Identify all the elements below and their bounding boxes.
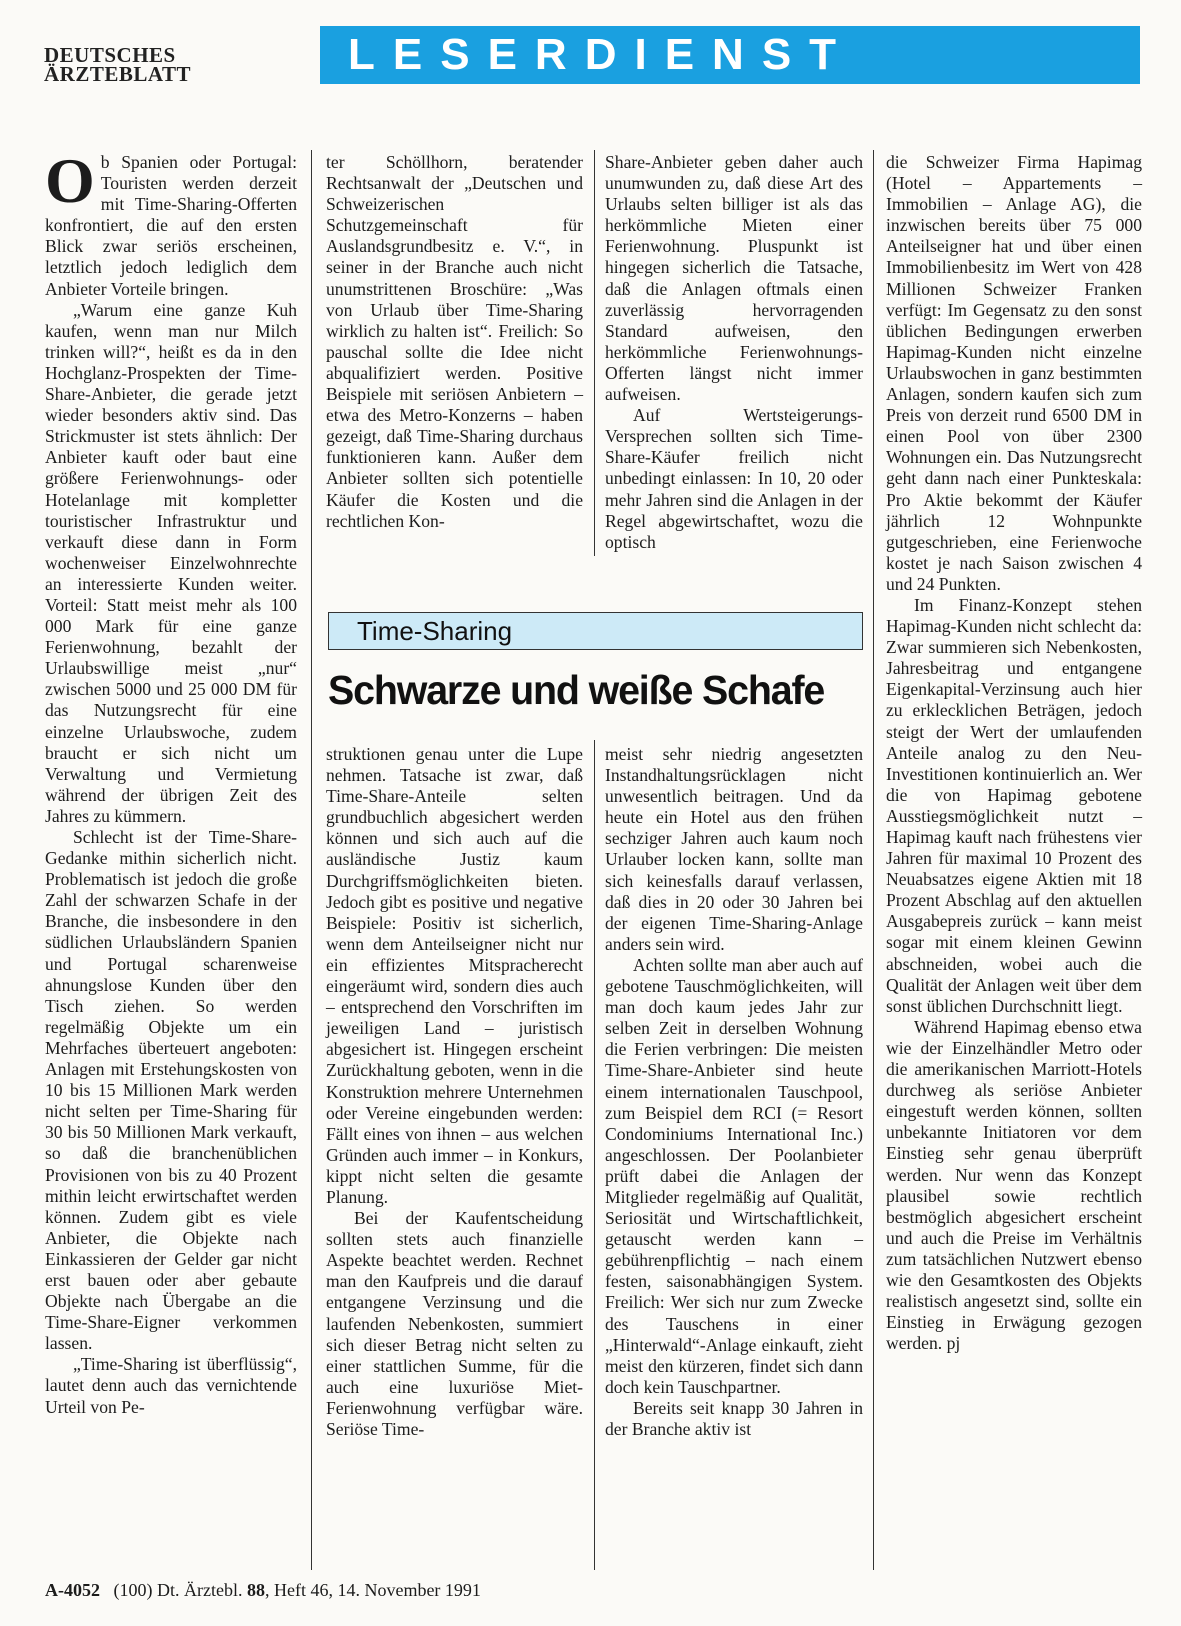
column-rule: [594, 150, 595, 556]
topic-kicker: [328, 612, 863, 650]
citation-volume: 88: [246, 1580, 265, 1600]
paragraph: Ob Spanien oder Portugal: Touristen werden derzeit mit Time-Sharing-Offerten konfrontiert, die auf den ersten Blick zwar seriös erscheinen, letztlich jedoch lediglich dem Anbieter Vorteile bringen.: [45, 145, 297, 299]
paragraph: „Warum eine ganze Kuh kaufen, wenn man nur Milch trinken will?“, heißt es da in den Hochglanz-Prospekten der Time-Share-Anbieter, die gerade jetzt wieder besonders aktiv sind. Das Strickmuster ist stets ähnlich: Der Anbieter kauft oder baut eine größere Ferienwohnungs- oder Hotelanlage mit kompletter touristischer Infrastruktur und verkauft diese dann in Form wochenweiser Einzelwohnrechte an interessierte Kunden weiter. Vorteil: Statt meist mehr als 100 000 Mark für eine ganze Ferienwohnung, bezahlt der Urlaubswillige meist „nur“ zwischen 5000 und 25 000 DM für das Nutzungsrecht für eine einzelne Urlaubswoche, zudem braucht er sich nicht um Verwaltung und Vermietung während der übrigen Zeit des Jahres zu kümmern.: [45, 299, 297, 826]
page-footer: [45, 1580, 481, 1601]
section-banner: [320, 26, 1140, 84]
paragraph: Bei der Kaufentscheidung sollten stets auch finanzielle Aspekte beachtet werden. Rechnet man den Kaufpreis und die darauf entgangene Verzinsung und die laufenden Nebenkosten, summiert sich dieser Betrag nicht selten zu einer stattlichen Summe, für die auch eine luxuriöse Miet-Ferienwohnung verfügbar wäre. Seriöse Time-: [326, 1208, 583, 1439]
column-rule: [594, 740, 595, 1570]
article-headline: Schwarze und weiße Schafe: [328, 667, 825, 713]
paragraph: „Time-Sharing ist überflüssig“, lautet denn auch das vernichtende Urteil von Pe-: [45, 1354, 297, 1417]
paragraph: struktionen genau unter die Lupe nehmen. Tatsache ist zwar, daß Time-Share-Anteile selten grundbuchlich abgesichert werden können und sich auch auf die ausländische Justiz kaum Durchgriffsmöglichkeiten bieten. Jedoch gibt es positive und negative Beispiele: Positiv ist sicherlich, wenn dem Anteilseigner nicht nur ein effizientes Mitspracherecht eingeräumt wird, sondern dies auch – entsprechend den Vorschriften im jeweiligen Land – juristisch abgesichert ist. Hingegen erscheint Zurückhaltung geboten, wenn in die Konstruktion mehrere Unternehmen oder Vereine eingebunden werden: Fällt eines von ihnen – aus welchen Gründen auch immer – in Konkurs, kippt nicht selten die gesamte Planung.: [326, 744, 583, 1207]
paragraph: Während Hapimag ebenso etwa wie der Einzelhändler Metro oder die amerikanischen Marriott-Hotels durchweg als seriöse Anbieter eingestuft werden können, sollten unbekannte Initiatoren vor dem Einstieg sehr genau überprüft werden. Nur wenn das Konzept plausibel sowie rechtlich bestmöglich abgesichert erscheint und auch die Preise im Verhältnis zum tatsächlichen Nutzwert ebenso wie den Gesamtkosten des Objekts realistisch angesetzt sind, sollte ein Einstieg in Erwägung gezogen werden. pj: [886, 1016, 1142, 1354]
article-column-2-upper: [326, 152, 583, 532]
logo-line-2: ÄRZTEBLATT: [44, 62, 191, 86]
logo-line-1: DEUTSCHES: [44, 43, 176, 67]
column-rule: [311, 150, 312, 1570]
paragraph: die Schweizer Firma Hapimag (Hotel – Appartements – Immobilien – Anlage AG), die inzwischen bereits über 75 000 Anteilseigner hat und über einen Immobilienbesitz im Wert von 428 Millionen Schweizer Franken verfügt: Im Gegensatz zu den sonst üblichen Bedingungen erwerben Hapimag-Kunden nicht einzelne Urlaubswochen in ganz bestimmten Anlagen, sondern kaufen sich zum Preis von derzeit rund 6500 DM in einen Pool von über 2300 Wohnungen ein. Das Nutzungsrecht geht dann nach einer Punkteskala: Pro Aktie bekommt der Käufer jährlich 12 Wohnpunkte gutgeschrieben, eine Ferienwoche kostet je nach Saison zwischen 4 und 24 Punkten.: [886, 152, 1142, 594]
paragraph: Share-Anbieter geben daher auch unumwunden zu, daß diese Art des Urlaubs selten billiger ist als das herkömmliche Mieten einer Ferienwohnung. Pluspunkt ist hingegen sicherlich die Tatsache, daß die Anlagen oftmals einen zuverlässig hervorragenden Standard aufweisen, den herkömmliche Ferienwohnungs-Offerten längst nicht immer aufweisen.: [605, 152, 863, 405]
paragraph: Schlecht ist der Time-Share-Gedanke mithin sicherlich nicht. Problematisch ist jedoch die große Zahl der schwarzen Schafe in der Branche, die insbesondere in den südlichen Urlaubsländern Spanien und Portugal scharenweise ahnungslose Kunden über den Tisch ziehen. So werden regelmäßig Objekte um ein Mehrfaches überteuert angeboten: Anlagen mit Erstehungskosten von 10 bis 15 Millionen Mark werden nicht selten per Time-Sharing für 30 bis 50 Millionen Mark verkauft, so daß die branchenüblichen Provisionen von bis zu 40 Prozent mithin leicht erwirtschaftet werden können. Zudem gibt es viele Anbieter, die Objekte nach Einkassieren der Gelder gar nicht erst bauen oder aber gebaute Objekte nach Übergabe an die Time-Share-Eigner verkommen lassen.: [45, 827, 297, 1354]
article-column-2-lower: [326, 744, 583, 1440]
citation-issue: , Heft 46, 14. November 1991: [264, 1580, 481, 1600]
paragraph: meist sehr niedrig angesetzten Instandhaltungsrücklagen nicht unwesentlich beitragen. Und da heute ein Hotel aus den frühen sechziger Jahren auch kaum noch Urlauber locken kann, sollte man sich keinesfalls darauf verlassen, daß dies in 20 oder 30 Jahren bei der eigenen Time-Sharing-Anlage anders sein wird.: [605, 744, 863, 954]
article-column-1: [45, 145, 297, 1418]
paragraph: Auf Wertsteigerungs-Versprechen sollten sich Time-Share-Käufer freilich nicht unbedingt einlassen: In 10, 20 oder mehr Jahren sind die Anlagen in der Regel abgewirtschaftet, wozu die optisch: [605, 405, 863, 552]
drop-cap: O: [45, 145, 95, 216]
section-title: LESERDIENST: [348, 30, 855, 79]
paragraph: Achten sollte man aber auch auf gebotene Tauschmöglichkeiten, will man doch kaum jedes Jahr zur selben Zeit in derselben Wohnung die Ferien verbringen: Die meisten Time-Share-Anbieter sind heute einem internationalen Tauschpool, zum Beispiel dem RCI (= Resort Condominiums International Inc.) angeschlossen. Der Poolanbieter prüft dabei die Anlagen der Mitglieder regelmäßig auf Qualität, Seriosität und Wirtschaftlichkeit, getauscht werden kann – gebührenpflichtig – nach einem festen, saisonabhängigen System. Freilich: Wer sich nur zum Zwecke des Tauschens in einer „Hinterwald“-Anlage einkauft, zieht meist den kürzeren, findet sich dann doch kein Tauschpartner.: [605, 954, 863, 1397]
kicker-text: Time-Sharing: [357, 616, 513, 646]
article-column-4: [886, 152, 1142, 1354]
article-column-3-lower: [605, 744, 863, 1440]
page-number: A-4052: [45, 1580, 100, 1600]
paragraph: Bereits seit knapp 30 Jahren in der Branche aktiv ist: [605, 1397, 863, 1439]
column-rule: [873, 150, 874, 1570]
citation-journal: (100) Dt. Ärztebl.: [113, 1580, 243, 1600]
paragraph: Im Finanz-Konzept stehen Hapimag-Kunden nicht schlecht da: Zwar summieren sich Nebenkosten, Jahresbeitrag und entgangene Eigenkapital-Verzinsung auch hier zu erklecklichen Beträgen, jedoch steigt der Wert der umlaufenden Anteile analog zu den Neu-Investitionen kontinuierlich an. Wer die von Hapimag gebotene Ausstiegsmöglichkeit nutzt – Hapimag kauft nach frühestens vier Jahren für maximal 10 Prozent des Neuabsatzes eigene Aktien mit 18 Prozent Abschlag auf den aktuellen Ausgabepreis zurück – kann meist sogar mit einem kleinen Gewinn abschneiden, wobei auch die Qualität der Anlagen weit über dem sonst üblichen Durchschnitt liegt.: [886, 594, 1142, 1016]
article-column-3-upper: [605, 152, 863, 553]
publication-logo: [44, 43, 191, 86]
paragraph: ter Schöllhorn, beratender Rechtsanwalt der „Deutschen und Schweizerischen Schutzgemeinschaft für Auslandsgrundbesitz e. V.“, in seiner in der Branche auch nicht unumstrittenen Broschüre: „Was von Urlaub über Time-Sharing wirklich zu halten ist“. Freilich: So pauschal sollte die Idee nicht abqualifiziert werden. Positive Beispiele mit seriösen Anbietern – etwa des Metro-Konzerns – haben gezeigt, daß Time-Sharing durchaus funktionieren kann. Außer dem Anbieter sollten sich potentielle Käufer die Kosten und die rechtlichen Kon-: [326, 152, 583, 531]
